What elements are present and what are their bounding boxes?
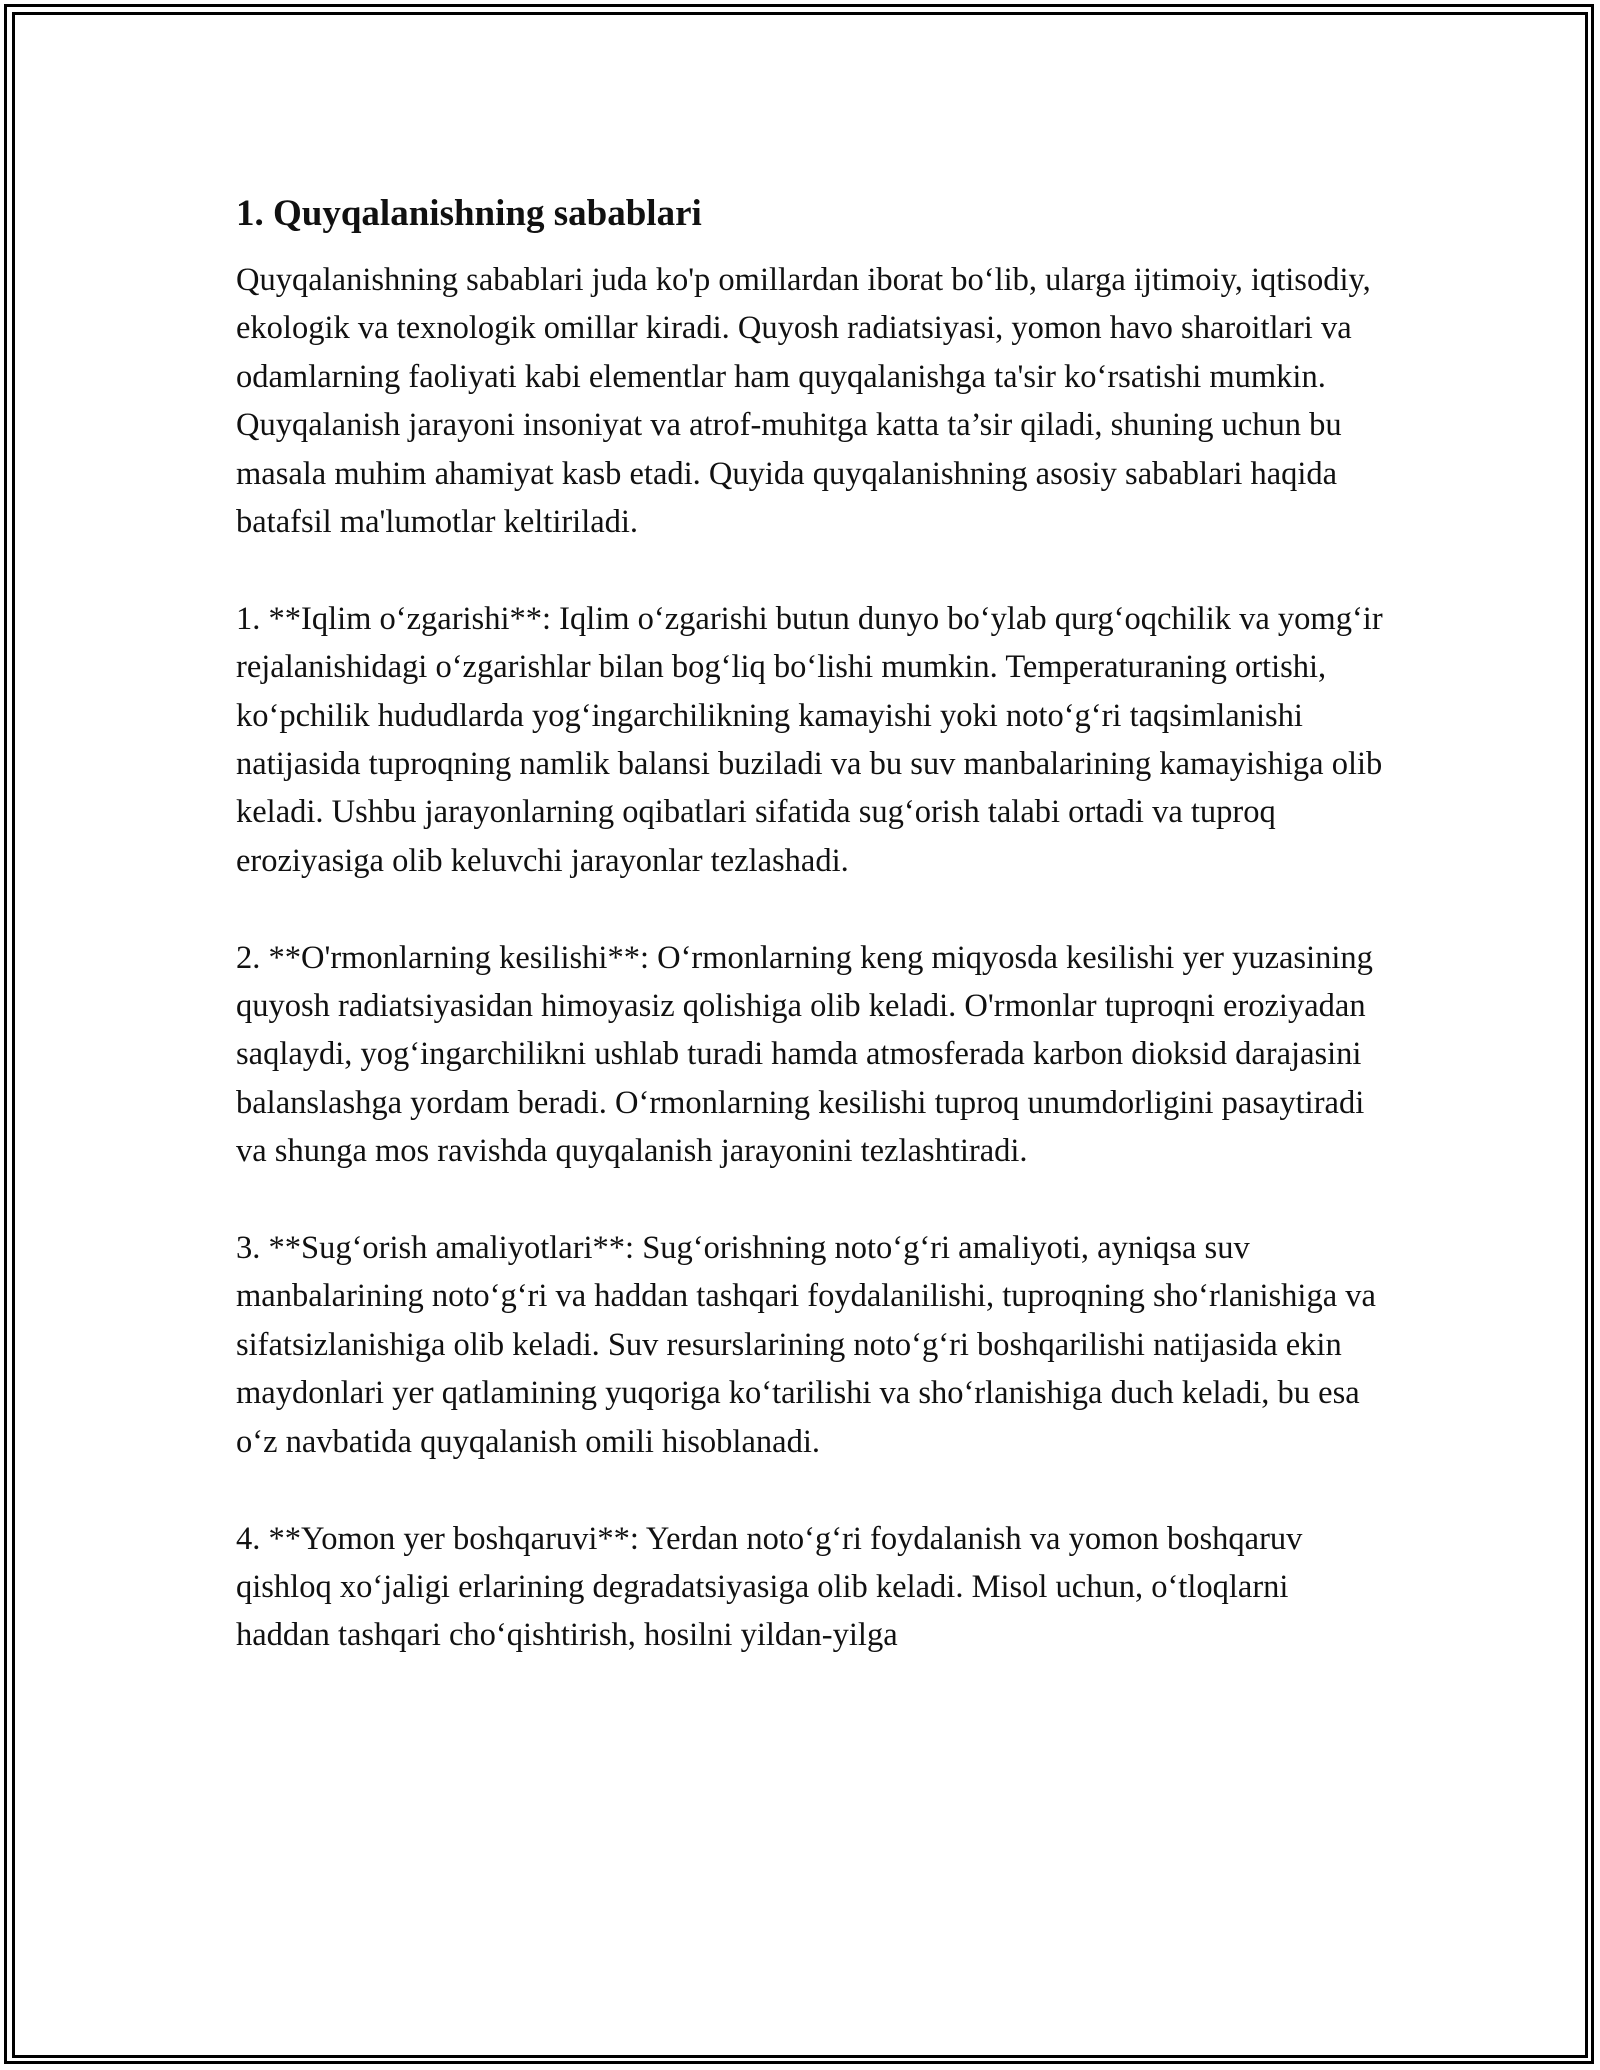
document-body (236, 186, 1386, 1708)
section-heading: 1. Quyqalanishning sabablari (236, 193, 702, 234)
intro-paragraph: Quyqalanishning sabablari juda ko'p omillardan iborat bo‘lib, ularga ijtimoiy, iqtisodiy, ekologik va texnologik omillar kiradi. Quyosh radiatsiyasi, yomon havo sharoitlari va odamlarning faoliyati kabi elementlar ham quyqalanishga ta'sir ko‘rsatishi mumkin. Quyqalanish jarayoni insoniyat va atrof-muhitga katta ta’sir qiladi, shuning uchun bu masala muhim ahamiyat kasb etadi. Quyida quyqalanishning asosiy sabablari haqida batafsil ma'lumotlar keltiriladi. (236, 262, 1371, 541)
paragraph-deforestation: 2. **O'rmonlarning kesilishi**: O‘rmonlarning keng miqyosda kesilishi yer yuzasining quyosh radiatsiyasidan himoyasiz qolishiga olib keladi. O'rmonlar tuproqni eroziyadan saqlaydi, yog‘ingarchilikni ushlab turadi hamda atmosferada karbon dioksid darajasini balanslashga yordam beradi. O‘rmonlarning kesilishi tuproq unumdorligini pasaytiradi va shunga mos ravishda quyqalanish jarayonini tezlashtiradi. (236, 939, 1373, 1170)
paragraph-land-management: 4. **Yomon yer boshqaruvi**: Yerdan noto‘g‘ri foydalanish va yomon boshqaruv qishloq xo‘jaligi erlarining degradatsiyasiga olib keladi. Misol uchun, o‘tloqlarni haddan tashqari cho‘qishtirish, hosilni yildan-yilga (236, 1520, 1303, 1654)
paragraph-irrigation-practices: 3. **Sug‘orish amaliyotlari**: Sug‘orishning noto‘g‘ri amaliyoti, ayniqsa suv manbalarining noto‘g‘ri va haddan tashqari foydalanilishi, tuproqning sho‘rlanishiga va sifatsizlanishiga olib keladi. Suv resurslarining noto‘g‘ri boshqarilishi natijasida ekin maydonlari yer qatlamining yuqoriga ko‘tarilishi va sho‘rlanishiga duch keladi, bu esa o‘z navbatida quyqalanish omili hisoblanadi. (236, 1230, 1376, 1460)
paragraph-climate-change: 1. **Iqlim o‘zgarishi**: Iqlim o‘zgarishi butun dunyo bo‘ylab qurg‘oqchilik va yomg‘ir rejalanishidagi o‘zgarishlar bilan bog‘liq bo‘lishi mumkin. Temperaturaning ortishi, ko‘pchilik hududlarda yog‘ingarchilikning kamayishi yoki noto‘g‘ri taqsimlanishi natijasida tuproqning namlik balansi buziladi va bu suv manbalarining kamayishiga olib keladi. Ushbu jarayonlarning oqibatlari sifatida sug‘orish talabi ortadi va tuproq eroziyasiga olib keluvchi jarayonlar tezlashadi. (236, 600, 1383, 879)
